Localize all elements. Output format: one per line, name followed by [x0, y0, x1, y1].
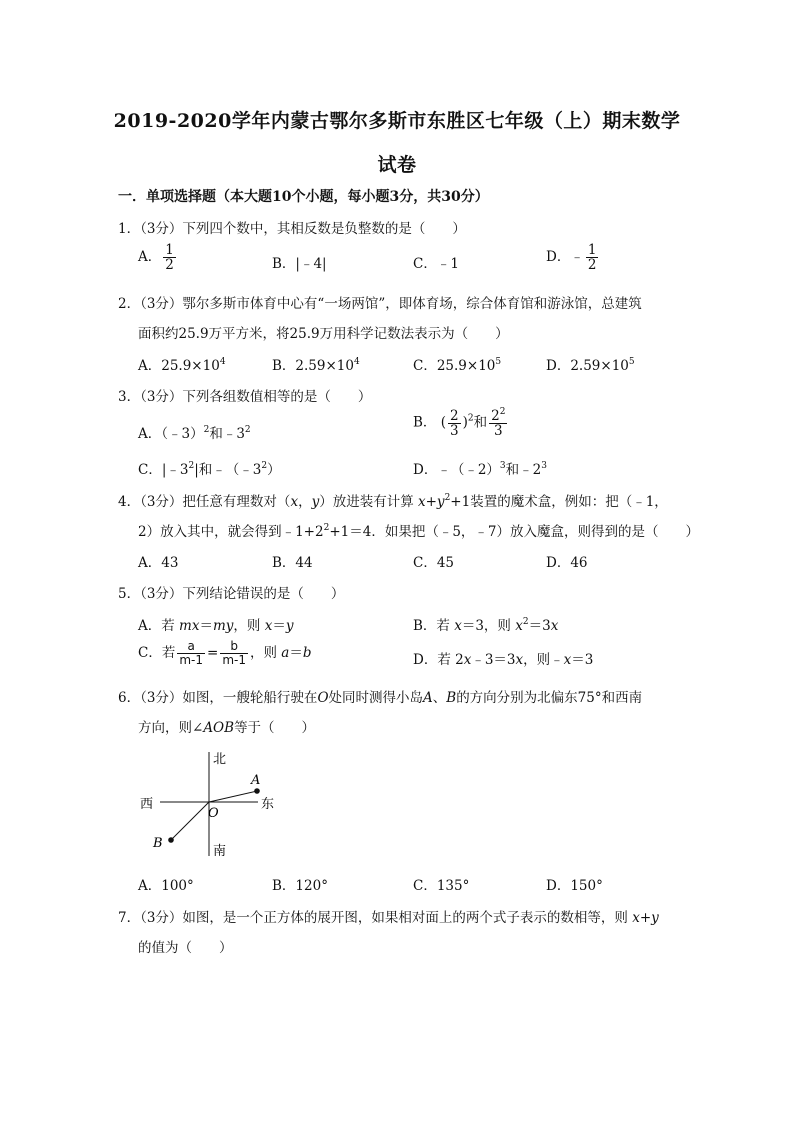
exam-title-line2: 试卷	[377, 154, 417, 176]
q5-d-t3: ﹣3＝3	[471, 652, 516, 668]
q5-d-t1: D．若 2	[413, 652, 464, 668]
q5-b-t3: ＝3，则	[461, 618, 516, 634]
q3-b-exp1: 2	[467, 413, 474, 424]
q5-option-a	[138, 614, 293, 634]
q2-option-d	[546, 354, 635, 374]
q3-b-den2: 3	[493, 423, 503, 440]
question-1-stem: 1．（3分）下列四个数中，其相反数是负整数的是（ ）	[118, 221, 466, 237]
label-south: 南	[213, 844, 227, 859]
q4-comma: ，	[298, 494, 312, 510]
point-b	[168, 837, 174, 843]
question-7-stem	[118, 906, 659, 926]
q3-d-text1: D．﹣（﹣2）	[413, 462, 500, 478]
q5-c-den2: m-1	[222, 652, 246, 667]
q2-b-exp: 4	[353, 357, 360, 367]
question-4-stem	[118, 490, 668, 510]
q6-sep: 、	[432, 690, 447, 706]
q6-option-d: D．150°	[546, 878, 603, 894]
label-point-o: O	[208, 806, 219, 821]
q6-t1: 6．（3分）如图，一艘轮船行驶在	[118, 690, 318, 706]
q3-b-num2-exp: 2	[499, 407, 506, 417]
q5-d-t7: ＝3	[571, 652, 594, 668]
q5-b-t1: B．若	[413, 618, 455, 634]
q4-text1: 4．（3分）把任意有理数对（	[118, 494, 291, 510]
question-5-stem: 5．（3分）下列结论错误的是（ ）	[118, 586, 345, 602]
exam-title-line1: 2019-2020学年内蒙古鄂尔多斯市东胜区七年级（上）期末数学	[113, 110, 681, 132]
q3-b-paren-close: )	[462, 414, 468, 431]
q4-text4: 2）放入其中，就会得到﹣1+2	[138, 524, 324, 540]
q5-c-fraction1	[177, 640, 205, 666]
q1-a-den: 2	[165, 257, 174, 274]
q3-c-exp1: 2	[188, 461, 195, 471]
q3-c-exp2: 2	[261, 461, 268, 471]
q5-b-t6: x	[550, 618, 559, 634]
q6-option-a: A．100°	[138, 878, 194, 894]
q6-t4: 方向，则∠	[138, 720, 204, 736]
q4-var-y: y	[311, 494, 320, 510]
q3-b-fraction1	[448, 409, 461, 438]
q5-a-t2: mx	[179, 618, 200, 634]
q4-text5: +1＝4．如果把（﹣5，﹣7）放入魔盒，则得到的是（ ）	[329, 524, 699, 540]
q5-a-t1: A．若	[138, 618, 180, 634]
q5-a-t8: y	[285, 618, 294, 634]
q5-c-t2: ，则	[249, 645, 282, 662]
q7-t1: 7．（3分）如图，是一个正方体的展开图，如果相对面上的两个式子表示的数相等，则	[118, 910, 633, 926]
q6-t3: 的方向分别为北偏东75°和西南	[456, 690, 643, 706]
q5-a-t4: my	[212, 618, 234, 634]
q1-option-d	[546, 243, 600, 272]
q4-text2: ）放进装有计算	[319, 494, 418, 510]
q5-option-b	[413, 614, 558, 634]
q2-d-exp: 5	[628, 357, 635, 367]
q5-c-num2: b	[220, 640, 248, 654]
q5-c-t3: a	[281, 645, 290, 662]
label-point-a: A	[251, 773, 261, 788]
q3-a-text2: 和﹣3	[209, 426, 245, 442]
q1-d-num: 1	[587, 242, 597, 258]
label-point-b: B	[153, 836, 163, 851]
q5-c-t5: b	[302, 645, 312, 662]
q4-text3: +1装置的魔术盒，例如：把（﹣1，	[450, 494, 668, 510]
ray-ob	[171, 802, 209, 840]
q5-d-t2: x	[463, 652, 472, 668]
q5-b-t4: x	[515, 618, 523, 634]
q2-a-exp: 4	[219, 357, 226, 367]
q5-d-t6: x	[563, 652, 572, 668]
q3-option-c	[138, 458, 281, 478]
q1-option-c: C．﹣1	[413, 256, 459, 272]
q3-c-text3: ）	[267, 462, 281, 478]
ray-oa	[209, 791, 257, 802]
q6-t5: 等于（ ）	[234, 720, 316, 736]
q1-a-label: A．	[138, 249, 162, 266]
q5-c-t4: ＝	[289, 645, 303, 662]
q1-option-b: B．|﹣4|	[272, 256, 327, 272]
q4-expr: x+y	[418, 494, 445, 510]
q4-option-a: A．43	[138, 555, 179, 571]
q5-option-c	[138, 640, 311, 666]
q3-b-num1: 2	[450, 407, 459, 424]
q1-d-fraction	[586, 243, 599, 272]
q2-option-c	[413, 354, 501, 374]
q3-b-num2	[489, 408, 507, 424]
q2-option-b	[272, 354, 360, 374]
question-2-stem-cont: 面积约25.9万平方米，将25.9万用科学记数法表示为（ ）	[138, 326, 509, 342]
q3-option-b	[413, 408, 509, 438]
q6-var-b: B	[446, 690, 457, 706]
q5-option-d	[413, 648, 593, 668]
q4-exp: 2	[444, 493, 451, 503]
question-3-stem: 3．（3分）下列各组数值相等的是（ ）	[118, 389, 372, 405]
q1-a-num: 1	[165, 242, 174, 258]
q3-b-fraction2	[489, 408, 507, 438]
q3-b-num2-base: 2	[491, 408, 500, 424]
q3-c-text2: |和﹣（﹣3	[194, 462, 262, 478]
q3-b-and: 和	[473, 414, 488, 431]
q2-a-text: A．25.9×10	[138, 358, 220, 374]
label-north: 北	[213, 752, 227, 767]
q5-a-t7: ＝	[272, 618, 286, 634]
q6-angle: AOB	[203, 720, 235, 736]
point-a	[254, 788, 260, 794]
q6-option-b: B．120°	[272, 878, 328, 894]
section-heading: 一．单项选择题（本大题10个小题，每小题3分，共30分）	[118, 189, 489, 205]
q3-d-text2: 和﹣2	[505, 462, 542, 478]
q1-d-label: D．	[546, 249, 571, 266]
q3-a-exp2: 2	[244, 425, 251, 435]
q5-b-exp: 2	[522, 617, 529, 627]
q2-option-a	[138, 354, 226, 374]
q3-option-a	[138, 422, 251, 442]
question-6-stem-cont	[138, 716, 315, 736]
q4-exp2: 2	[323, 523, 330, 533]
q5-a-t5: ，则	[233, 618, 265, 634]
q2-c-exp: 5	[495, 357, 502, 367]
question-7-stem-cont: 的值为（ ）	[138, 940, 233, 956]
q1-d-den: 2	[587, 257, 597, 274]
q1-option-a	[138, 243, 178, 272]
q4-option-b: B．44	[272, 555, 313, 571]
q4-var-x: x	[290, 494, 299, 510]
q7-expr: x+y	[632, 910, 659, 926]
q5-c-den1: m-1	[179, 652, 203, 667]
q6-option-c: C．135°	[413, 878, 470, 894]
q3-a-text1: A．（﹣3）	[138, 426, 204, 442]
label-east: 东	[261, 797, 275, 812]
question-6-stem	[118, 686, 642, 706]
question-4-stem-cont	[138, 520, 699, 540]
q3-b-label: B．	[413, 414, 437, 431]
q2-d-text: D．2.59×10	[546, 358, 629, 374]
q5-c-num1: a	[177, 640, 205, 654]
compass-diagram	[130, 744, 290, 864]
q5-c-eq: =	[207, 645, 219, 662]
q3-a-exp1: 2	[203, 425, 210, 435]
q6-var-a: A	[423, 690, 433, 706]
label-west: 西	[140, 797, 154, 812]
q5-d-t4: x	[515, 652, 524, 668]
q5-b-t5: ＝3	[528, 618, 551, 634]
q5-c-fraction2	[220, 640, 248, 666]
q3-d-exp2: 3	[541, 461, 547, 471]
q5-a-t6: x	[264, 618, 273, 634]
q1-d-sign: ﹣	[570, 249, 584, 266]
q3-b-paren-open: (	[440, 414, 446, 431]
q5-c-t1: C．若	[138, 645, 176, 662]
q6-t2: 处同时测得小岛	[328, 690, 424, 706]
q1-a-fraction	[163, 243, 176, 272]
q4-option-c: C．45	[413, 555, 455, 571]
q6-var-o: O	[317, 690, 329, 706]
q3-c-text1: C．|﹣3	[138, 462, 189, 478]
q2-b-text: B．2.59×10	[272, 358, 354, 374]
q3-option-d	[413, 458, 547, 478]
q5-b-t2: x	[454, 618, 462, 634]
q5-a-t3: ＝	[199, 618, 213, 634]
q5-d-t5: ，则﹣	[523, 652, 564, 668]
q4-option-d: D．46	[546, 555, 588, 571]
q2-c-text: C．25.9×10	[413, 358, 496, 374]
q3-b-den1: 3	[450, 422, 459, 439]
question-2-stem: 2．（3分）鄂尔多斯市体育中心有“一场两馆”，即体育场，综合体育馆和游泳馆，总建筑	[118, 296, 642, 312]
q3-d-exp1: 3	[499, 461, 506, 471]
